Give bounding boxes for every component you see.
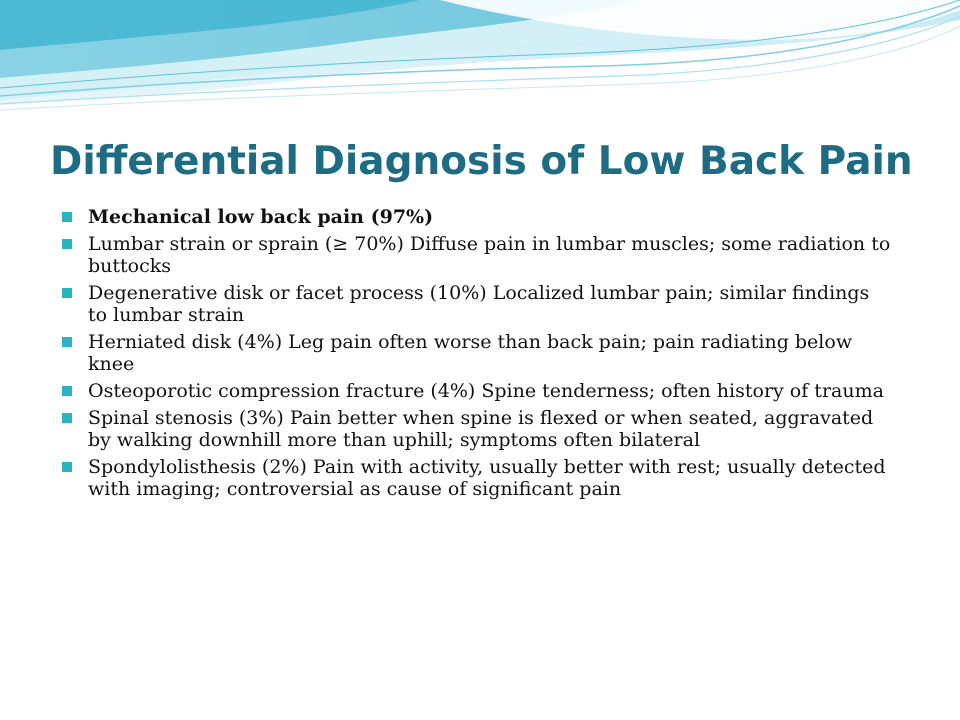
square-bullet-icon	[62, 413, 72, 423]
wave-header-decoration	[0, 0, 960, 130]
square-bullet-icon	[62, 288, 72, 298]
bullet-item	[62, 331, 892, 375]
square-bullet-icon	[62, 337, 72, 347]
bullet-item	[62, 456, 892, 500]
bullet-text: Mechanical low back pain (97%)	[88, 206, 434, 228]
bullet-text: Spondylolisthesis (2%) Pain with activity, usually better with rest; usually detected with imaging; controversial as cause of significant pain	[88, 456, 886, 500]
bullet-list	[62, 206, 892, 505]
bullet-text: Herniated disk (4%) Leg pain often worse than back pain; pain radiating below knee	[88, 331, 853, 375]
bullet-item	[62, 407, 892, 451]
square-bullet-icon	[62, 462, 72, 472]
bullet-item	[62, 233, 892, 277]
bullet-item	[62, 282, 892, 326]
bullet-text: Degenerative disk or facet process (10%) Localized lumbar pain; similar findings to lumbar strain	[88, 282, 870, 326]
square-bullet-icon	[62, 386, 72, 396]
square-bullet-icon	[62, 239, 72, 249]
square-bullet-icon	[62, 212, 72, 222]
bullet-text: Osteoporotic compression fracture (4%) Spine tenderness; often history of trauma	[88, 380, 884, 402]
bullet-text: Lumbar strain or sprain (≥ 70%) Diffuse pain in lumbar muscles; some radiation to buttocks	[88, 233, 891, 277]
bullet-text: Spinal stenosis (3%) Pain better when spine is flexed or when seated, aggravated by walking downhill more than uphill; symptoms often bilateral	[88, 407, 874, 451]
slide-title: Differential Diagnosis of Low Back Pain	[50, 139, 913, 184]
bullet-item	[62, 206, 892, 228]
bullet-item	[62, 380, 892, 402]
